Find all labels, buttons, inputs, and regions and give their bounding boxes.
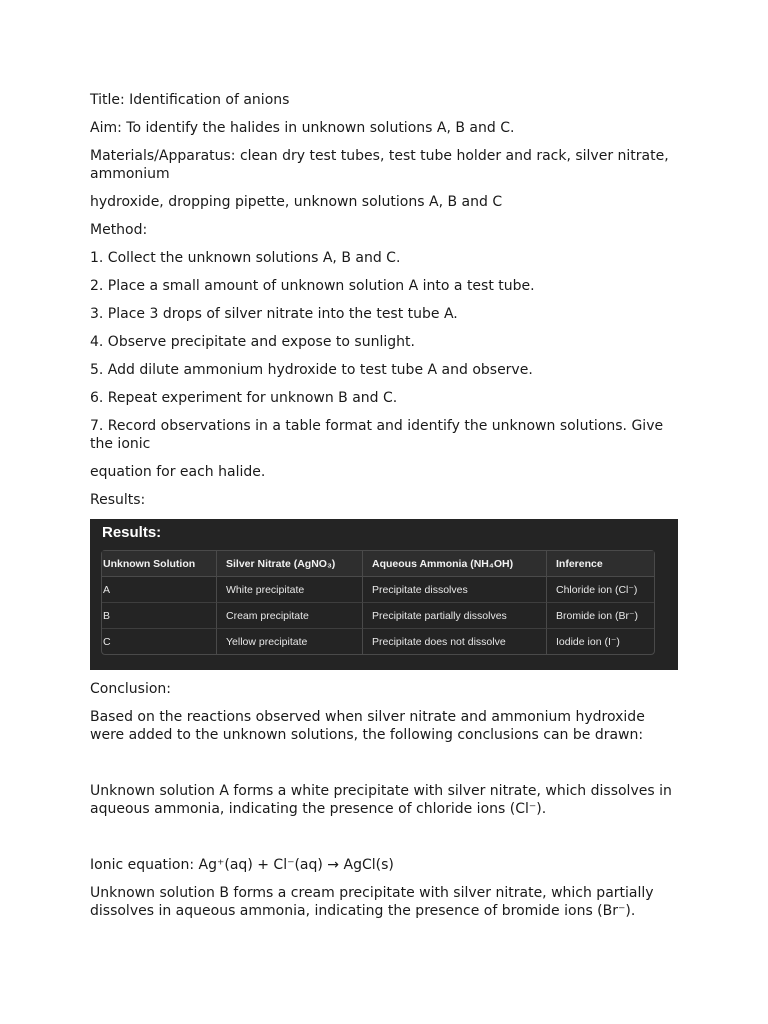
column-header: Inference	[547, 551, 654, 577]
conclusion-intro: Based on the reactions observed when silver nitrate and ammonium hydroxide were added to the unknown solutions, the following conclusions can be drawn:	[90, 709, 645, 743]
method-step: 5. Add dilute ammonium hydroxide to test tube A and observe.	[90, 362, 533, 378]
column-header: Silver Nitrate (AgNO₃)	[217, 551, 363, 577]
table-header-row	[102, 551, 654, 577]
materials-text-line2: hydroxide, dropping pipette, unknown solutions A, B and C	[90, 194, 503, 210]
results-table	[101, 550, 655, 655]
method-step: 3. Place 3 drops of silver nitrate into the test tube A.	[90, 306, 458, 322]
method-step: 1. Collect the unknown solutions A, B and C.	[90, 250, 401, 266]
table-cell: C	[102, 629, 217, 654]
conclusion-heading: Conclusion:	[90, 681, 172, 697]
table-cell: Precipitate dissolves	[363, 577, 547, 603]
method-step-continuation: equation for each halide.	[90, 464, 266, 480]
method-step: 7. Record observations in a table format and identify the unknown solutions. Give the ionic	[90, 418, 664, 452]
table-cell: Precipitate does not dissolve	[363, 629, 547, 654]
table-cell: Iodide ion (I⁻)	[556, 635, 620, 648]
table-cell: Bromide ion (Br⁻)	[547, 603, 654, 629]
conclusion-solution-b: Unknown solution B forms a cream precipitate with silver nitrate, which partially dissolves in aqueous ammonia, indicating the presence of bromide ions (Br⁻).	[90, 885, 654, 919]
doc-title: Title: Identification of anions	[90, 92, 290, 108]
results-heading: Results:	[90, 492, 146, 508]
column-header: Unknown Solution	[102, 551, 217, 577]
materials-text-line1: Materials/Apparatus: clean dry test tubes, test tube holder and rack, silver nitrate, ammonium	[90, 148, 669, 182]
document-body	[90, 91, 680, 930]
table-row	[102, 629, 654, 654]
method-step: 4. Observe precipitate and expose to sunlight.	[90, 334, 415, 350]
results-table-image	[90, 519, 678, 670]
table-cell: Chloride ion (Cl⁻)	[547, 577, 654, 603]
paragraph-spacer	[90, 754, 680, 782]
table-cell: Cream precipitate	[217, 603, 363, 629]
method-heading: Method:	[90, 222, 148, 238]
table-cell: A	[102, 577, 217, 603]
table-row	[102, 577, 654, 603]
method-step: 2. Place a small amount of unknown solution A into a test tube.	[90, 278, 535, 294]
table-cell: B	[102, 603, 217, 629]
column-header: Aqueous Ammonia (NH₄OH)	[363, 551, 547, 577]
table-cell: Precipitate partially dissolves	[363, 603, 547, 629]
table-cell: Yellow precipitate	[217, 629, 363, 654]
table-cell: White precipitate	[217, 577, 363, 603]
conclusion-solution-a: Unknown solution A forms a white precipitate with silver nitrate, which dissolves in aqueous ammonia, indicating the presence of chloride ions (Cl⁻).	[90, 783, 672, 817]
results-image-title: Results:	[102, 524, 162, 541]
paragraph-spacer	[90, 828, 680, 856]
table-row	[102, 603, 654, 629]
ionic-equation-a: Ionic equation: Ag⁺(aq) + Cl⁻(aq) → AgCl(s)	[90, 857, 394, 873]
aim-text: Aim: To identify the halides in unknown solutions A, B and C.	[90, 120, 515, 136]
method-step: 6. Repeat experiment for unknown B and C.	[90, 390, 398, 406]
